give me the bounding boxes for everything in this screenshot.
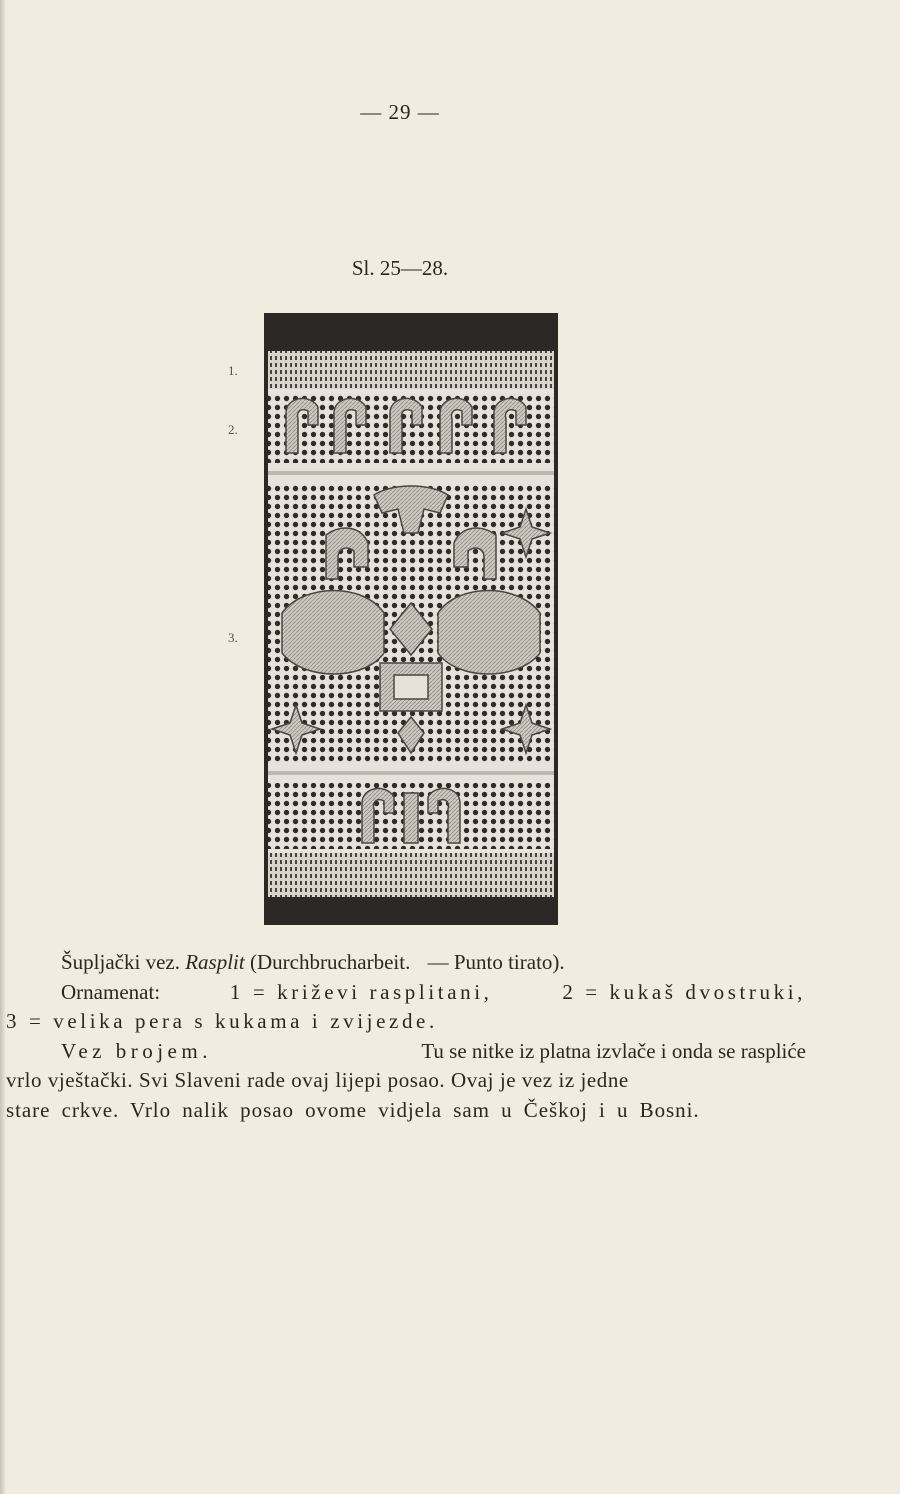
text-line-4	[6, 1037, 806, 1067]
embroidery-photograph	[264, 313, 558, 925]
caption-title: Šupljački vez.	[61, 950, 180, 974]
text-line-3: 3 = velika pera s kukama i zvijezde.	[6, 1009, 438, 1033]
text-line-2	[6, 978, 806, 1008]
body-text	[6, 948, 806, 1125]
caption-german: (Durchbrucharbeit.	[249, 950, 411, 974]
ornament-label: Ornamenat:	[61, 979, 161, 1004]
caption-italian: — Punto tirato).	[427, 950, 565, 974]
text-line-6: stare crkve. Vrlo nalik posao ovome vidjela sam u Češkoj i u Bosni.	[6, 1097, 700, 1122]
text-line-5: vrlo vještački. Svi Slaveni rade ovaj lijepi posao. Ovaj je vez iz jedne	[6, 1068, 629, 1092]
ornament-1: 1 = križevi rasplitani,	[229, 979, 493, 1004]
ornament-2: 2 = kukaš dvostruki,	[562, 979, 806, 1004]
text-line-1	[6, 948, 806, 978]
figure-marker-1: 1.	[228, 363, 238, 378]
figure-marker-2: 2.	[228, 422, 238, 437]
vez-brojem: Vez brojem.	[61, 1038, 212, 1063]
page-number: — 29 —	[360, 100, 440, 124]
figure-caption: Sl. 25—28.	[351, 256, 449, 280]
line-4-rest: Tu se nitke iz platna izvlače i onda se rasplićе	[421, 1038, 806, 1063]
caption-term: Rasplit	[185, 950, 245, 974]
figure-marker-3: 3.	[228, 630, 238, 645]
page-edge	[0, 0, 6, 1494]
